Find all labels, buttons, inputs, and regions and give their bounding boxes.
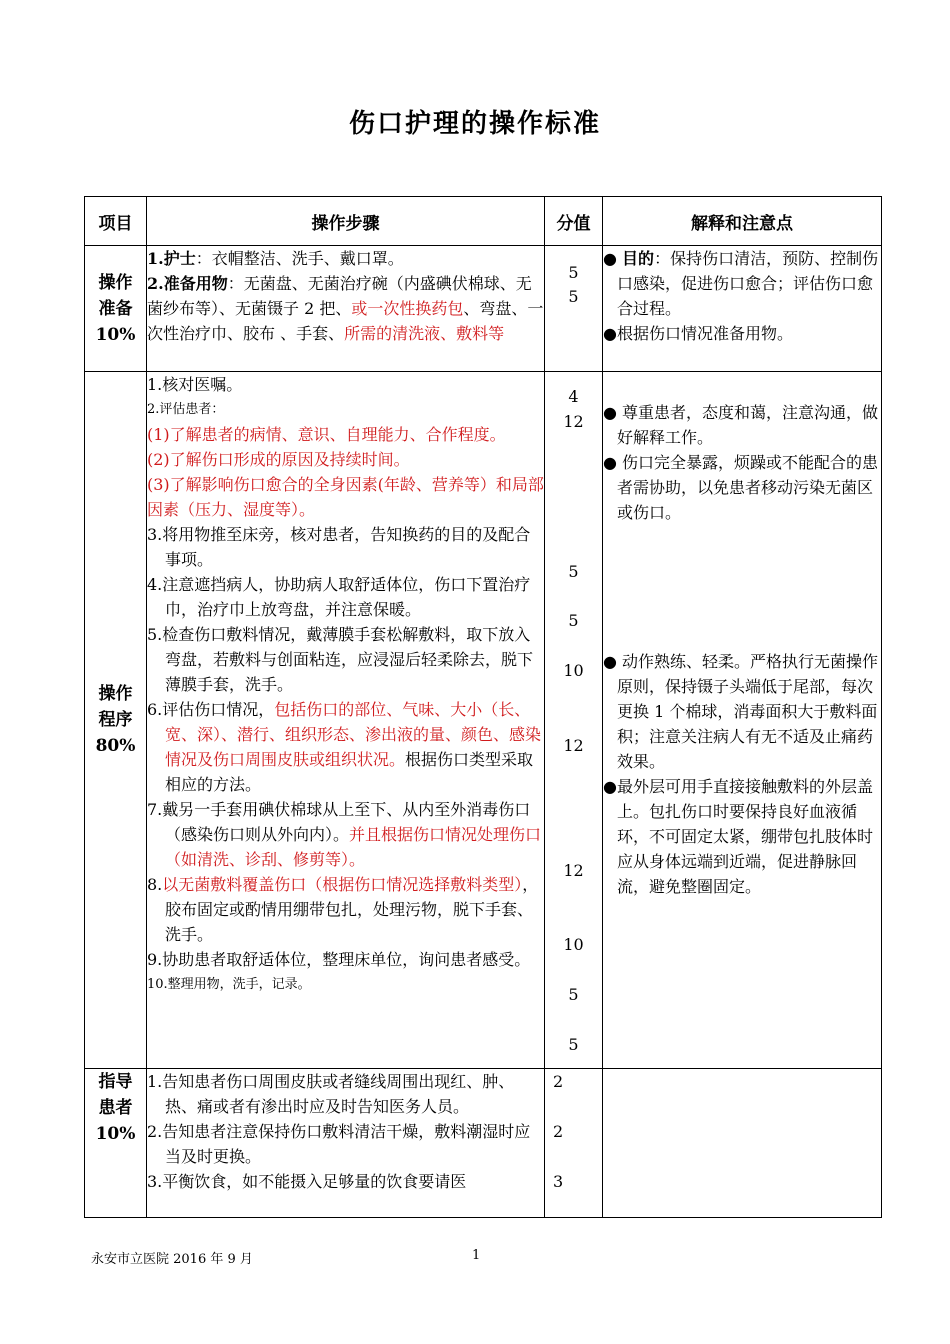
page-title: 伤口护理的操作标准 bbox=[348, 109, 601, 139]
header-steps: 操作步骤 bbox=[147, 197, 545, 246]
header-score: 分值 bbox=[545, 197, 603, 246]
steps-cell: 1.告知患者伤口周围皮肤或者缝线周围出现红、肿、热、痛或者有渗出时应及时告知医务人员。 2.告知患者注意保持伤口敷料清洁干燥，敷料潮湿时应当及时更换。 3.平衡饮食，如不能摄入足够量的饮食要请医 bbox=[147, 1069, 545, 1218]
standard-table bbox=[84, 196, 882, 1218]
notes-cell: ● 尊重患者，态度和蔼，注意沟通，做好解释工作。 ● 伤口完全暴露，烦躁或不能配合的患者需协助，以免患者移动污染无菌区或伤口。 ● 动作熟练、轻柔。严格执行无菌操作原则，保持镊子头端低于尾部，每次更换 1 个棉球，消毒面积大于敷料面积；注意关注病人有无不适及止痛药效果。 ●最外层可用手直接接触敷料的外层盖上。包扎伤口时要保持良好血液循环，不可固定太紧，绷带包扎肢体时应从身体远端到近端，促进静脉回流，避免整圈固定。 bbox=[603, 372, 882, 1069]
table-row bbox=[85, 372, 882, 1069]
score-cell: 5 5 bbox=[545, 246, 603, 372]
table-row bbox=[85, 246, 882, 372]
notes-cell bbox=[603, 1069, 882, 1218]
footer-hospital: 永安市立医院 2016 年 9 月 bbox=[91, 1252, 253, 1267]
steps-cell: 1.核对医嘱。 2.评估患者： (1)了解患者的病情、意识、自理能力、合作程度。 (2)了解伤口形成的原因及持续时间。 (3)了解影响伤口愈合的全身因素(年龄、营养等）和局部因素（压力、湿度等）。 3.将用物推至床旁，核对患者，告知换药的目的及配合事项。 4.注意遮挡病人，协助病人取舒适体位，伤口下置治疗巾，治疗巾上放弯盘，并注意保暖。 5.检查伤口敷料情况，戴薄膜手套松解敷料，取下放入弯盘，若敷料与创面粘连，应浸湿后轻柔除去，脱下薄膜手套，洗手。 6.评估伤口情况，包括伤口的部位、气味、大小（长、宽、深）、潜行、组织形态、渗出液的量、颜色、感染情况及伤口周围皮肤或组织状况。根据伤口类型采取相应的方法。 7.戴另一手套用碘伏棉球从上至下、从内至外消毒伤口（感染伤口则从外向内）。并且根据伤口情况处理伤口（如清洗、诊刮、修剪等）。 8.以无菌敷料覆盖伤口（根据伤口情况选择敷料类型），胶布固定或酌情用绷带包扎，处理污物，脱下手套、洗手。 9.协助患者取舒适体位，整理床单位，询问患者感受。 10.整理用物，洗手，记录。 bbox=[147, 372, 545, 1069]
score-cell: 4 12 5 5 10 12 12 10 5 5 bbox=[545, 372, 603, 1069]
score-cell: 2 2 3 bbox=[545, 1069, 603, 1218]
page-number: 1 bbox=[472, 1248, 481, 1263]
notes-cell: ● 目的：保持伤口清洁，预防、控制伤口感染，促进伤口愈合；评估伤口愈合过程。 ●根据伤口情况准备用物。 bbox=[603, 246, 882, 372]
table-row bbox=[85, 1069, 882, 1218]
steps-cell: 1.护士：衣帽整洁、洗手、戴口罩。 2.准备用物：无菌盘、无菌治疗碗（内盛碘伏棉球、无菌纱布等）、无菌镊子 2 把、或一次性换药包、弯盘、一次性治疗巾、胶布 、手套、所需的清洗液、敷料等 bbox=[147, 246, 545, 372]
table-header-row bbox=[85, 197, 882, 246]
section-name: 操作 准备 10% bbox=[85, 246, 147, 372]
section-name: 指导 患者 10% bbox=[85, 1069, 147, 1218]
header-notes: 解释和注意点 bbox=[603, 197, 882, 246]
section-name: 操作 程序 80% bbox=[85, 372, 147, 1069]
header-item: 项目 bbox=[85, 197, 147, 246]
